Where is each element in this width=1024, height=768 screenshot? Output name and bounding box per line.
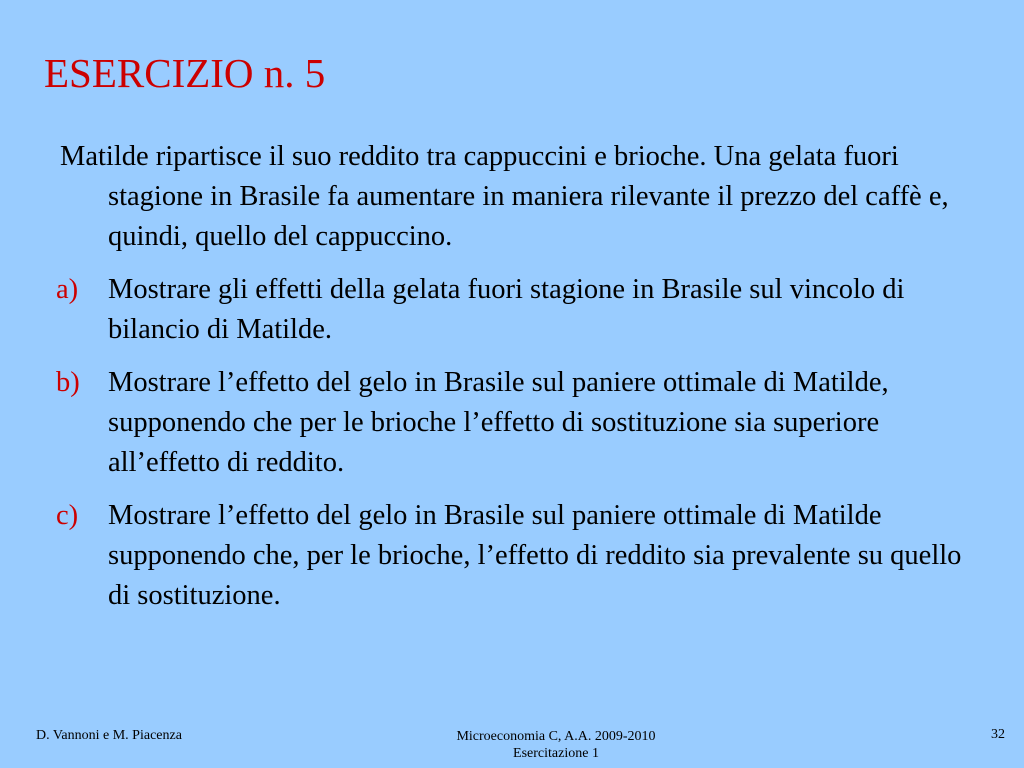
- list-marker: b): [56, 367, 80, 398]
- page-number: 32: [991, 727, 1005, 742]
- footer-course: Microeconomia C, A.A. 2009-2010: [456, 729, 656, 744]
- footer-session: Esercitazione 1: [513, 746, 599, 761]
- list-item-c: [56, 496, 990, 616]
- footer-course-info: [404, 728, 708, 762]
- list-item-text: Mostrare l’effetto del gelo in Brasile sul paniere ottimale di Matilde, supponendo che per le brioche l’effetto di sostituzione sia superiore all’effetto di reddito.: [108, 367, 889, 478]
- list-item-b: [56, 363, 990, 483]
- list-item-a: [56, 270, 990, 350]
- list-marker: c): [56, 500, 79, 531]
- list-item-text: Mostrare l’effetto del gelo in Brasile sul paniere ottimale di Matilde supponendo che, per le brioche, l’effetto di reddito sia prevalente su quello di sostituzione.: [108, 500, 962, 611]
- slide-body: [56, 137, 990, 629]
- slide-title: ESERCIZIO n. 5: [44, 50, 326, 96]
- list-marker: a): [56, 274, 79, 305]
- list-item-text: Mostrare gli effetti della gelata fuori stagione in Brasile sul vincolo di bilancio di Matilde.: [108, 274, 905, 345]
- intro-paragraph: Matilde ripartisce il suo reddito tra cappuccini e brioche. Una gelata fuori stagione in Brasile fa aumentare in maniera rilevante il prezzo del caffè e, quindi, quello del cappuccino.: [60, 141, 949, 252]
- footer-authors: D. Vannoni e M. Piacenza: [36, 728, 182, 743]
